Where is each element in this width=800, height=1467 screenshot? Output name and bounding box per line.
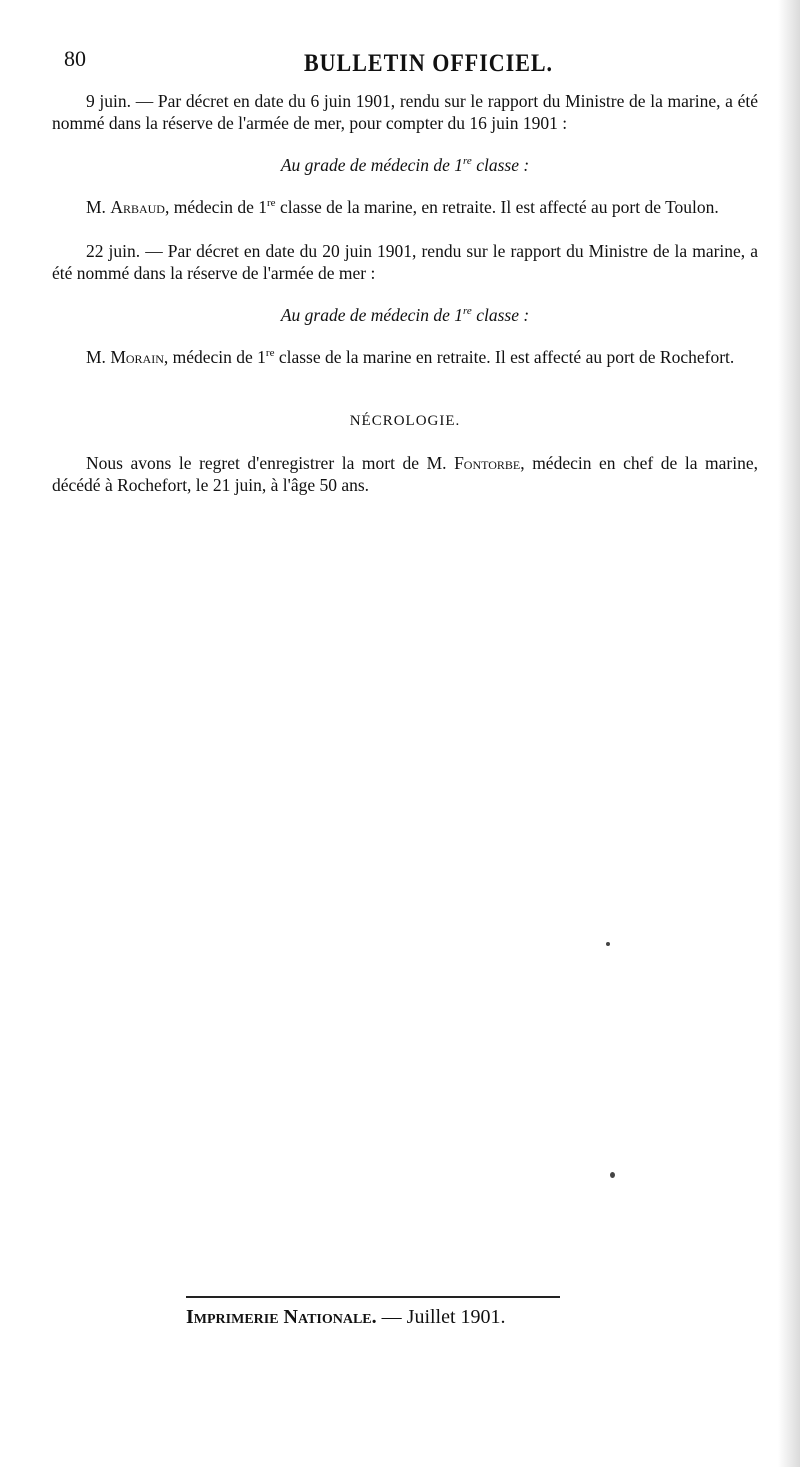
grade-heading-2: Au grade de médecin de 1re classe : <box>280 305 530 325</box>
page-footer <box>186 1296 566 1329</box>
appointment-paragraph-1: M. Arbaud, médecin de 1re classe de la marine, en retraite. Il est affecté au port de Toulon. <box>86 197 719 217</box>
person-name-fontorbe: Fontorbe <box>454 453 521 473</box>
person-name-arbaud: Arbaud <box>110 197 165 217</box>
printer-imprint: Imprimerie Nationale. — Juillet 1901. <box>186 1306 506 1328</box>
page-header <box>64 44 764 77</box>
necrology-paragraph: Nous avons le regret d'enregistrer la mort de M. Fontorbe, médecin en chef de la marine, décédé à Rochefort, le 21 juin, à l'âge 50 ans. <box>52 453 758 495</box>
print-date: Juillet 1901. <box>406 1306 506 1328</box>
person-name-morain: Morain <box>110 347 164 367</box>
page-number: 80 <box>64 46 86 71</box>
appointment-paragraph-2: M. Morain, médecin de 1re classe de la marine en retraite. Il est affecté au port de Rochefort. <box>86 347 735 367</box>
running-title: BULLETIN OFFICIEL. <box>304 48 554 77</box>
grade-heading-1: Au grade de médecin de 1re classe : <box>280 155 530 175</box>
necrology-title: NÉCROLOGIE. <box>349 413 461 429</box>
decree-paragraph-2: 22 juin. — Par décret en date du 20 juin 1901, rendu sur le rapport du Ministre de la marine, a été nommé dans la réserve de l'armée de mer : <box>52 241 758 283</box>
page-body <box>52 90 758 496</box>
ink-speck <box>610 1172 615 1178</box>
printer-name: Imprimerie Nationale. <box>186 1306 377 1328</box>
page-edge-shadow <box>778 0 800 1467</box>
ink-speck <box>606 942 610 946</box>
decree-paragraph-1: 9 juin. — Par décret en date du 6 juin 1901, rendu sur le rapport du Ministre de la marine, a été nommé dans la réserve de l'armée de mer, pour compter du 16 juin 1901 : <box>52 91 758 133</box>
footer-rule <box>186 1296 560 1298</box>
